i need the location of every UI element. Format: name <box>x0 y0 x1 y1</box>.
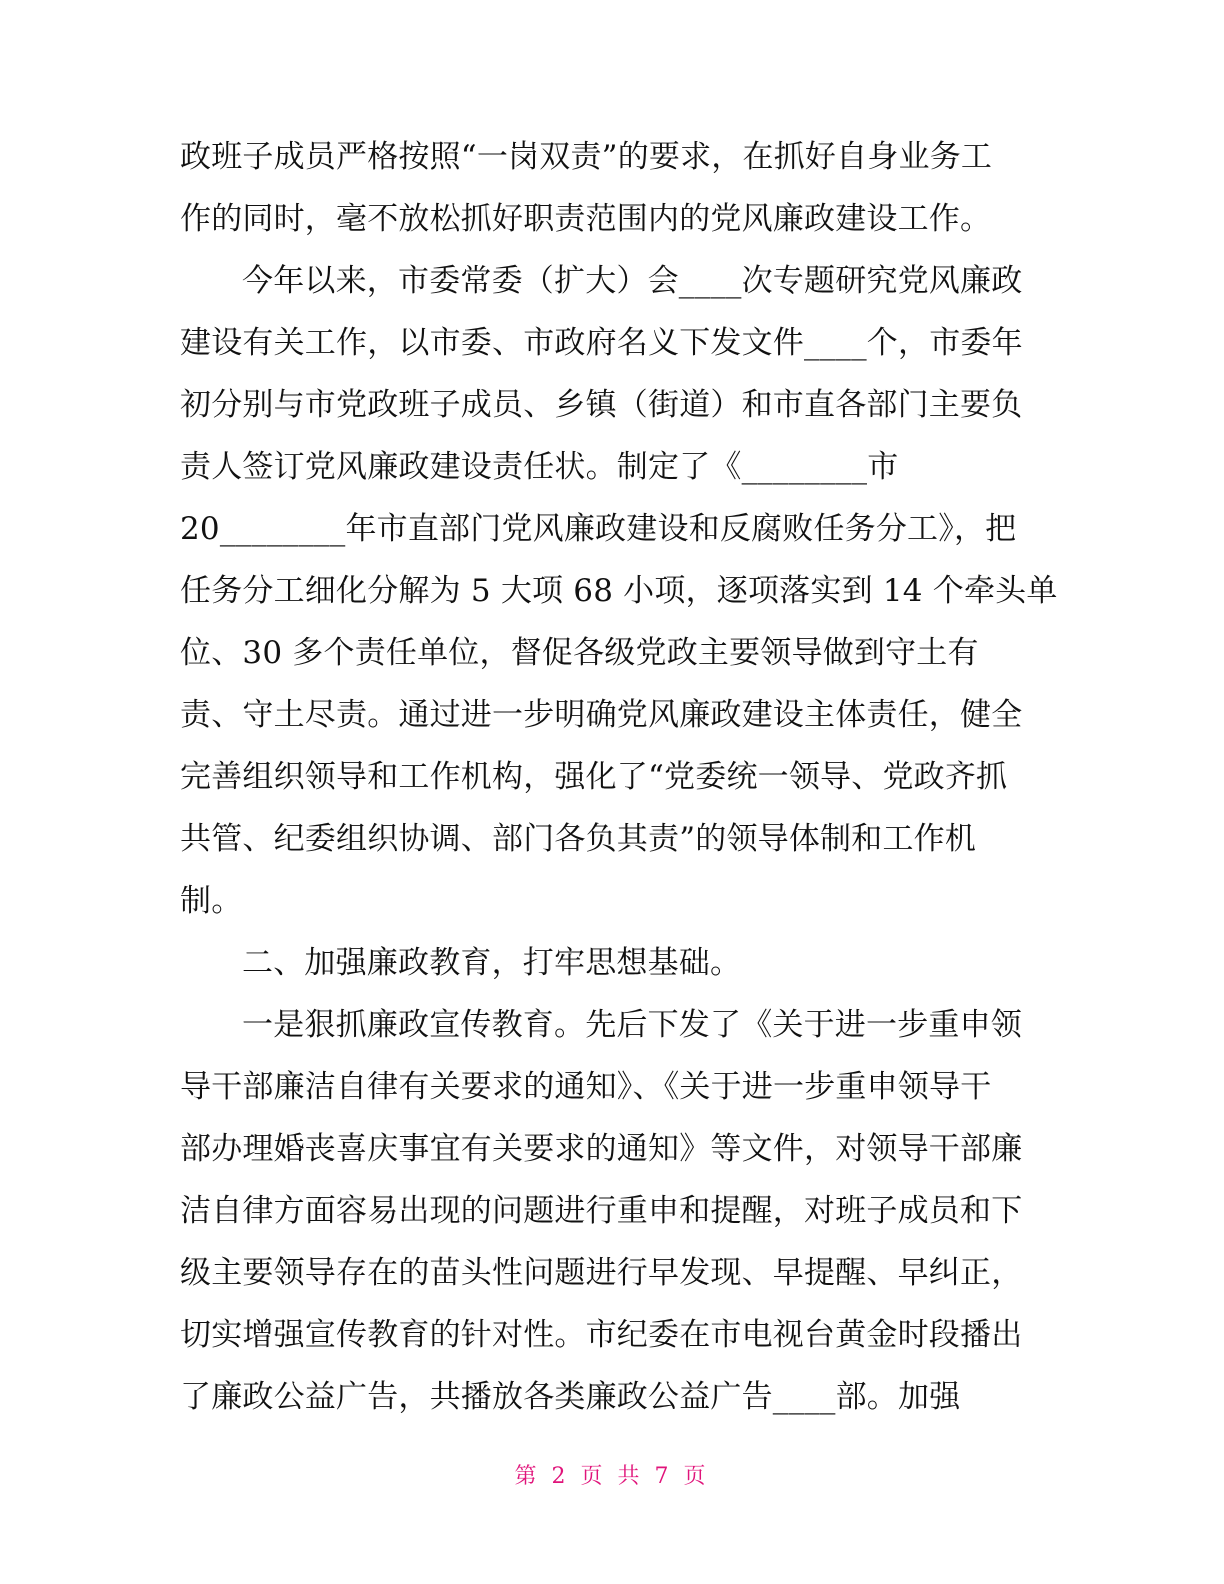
text-line: 责人签订党风廉政建设责任状。制定了《________市 <box>180 449 899 485</box>
text-line: 作的同时，毫不放松抓好职责范围内的党风廉政建设工作。 <box>180 201 992 237</box>
text-line: 导干部廉洁自律有关要求的通知》、《关于进一步重申领导干 <box>180 1069 992 1105</box>
text-line: 切实增强宣传教育的针对性。市纪委在市电视台黄金时段播出 <box>180 1317 1023 1353</box>
text-line: 20________年市直部门党风廉政建设和反腐败任务分工》，把 <box>180 511 1017 547</box>
text-line: 政班子成员严格按照“一岗双责”的要求，在抓好自身业务工 <box>180 139 993 175</box>
document-body <box>180 126 1058 1428</box>
text-line: 了廉政公益广告，共播放各类廉政公益广告____部。加强 <box>180 1379 961 1415</box>
text-line: 洁自律方面容易出现的问题进行重申和提醒，对班子成员和下 <box>180 1193 1023 1229</box>
text-line: 建设有关工作，以市委、市政府名义下发文件____个，市委年 <box>180 325 1023 361</box>
paragraph-start-line: 一是狠抓廉政宣传教育。先后下发了《关于进一步重申领 <box>242 1007 1022 1043</box>
text-line: 位、30 多个责任单位，督促各级党政主要领导做到守土有 <box>180 635 979 671</box>
text-line: 任务分工细化分解为 5 大项 68 小项，逐项落实到 14 个牵头单 <box>180 573 1058 609</box>
text-line: 责、守土尽责。通过进一步明确党风廉政建设主体责任，健全 <box>180 697 1023 733</box>
text-line: 完善组织领导和工作机构，强化了“党委统一领导、党政齐抓 <box>180 759 1008 795</box>
text-line: 初分别与市党政班子成员、乡镇（街道）和市直各部门主要负 <box>180 387 1023 423</box>
text-line: 级主要领导存在的苗头性问题进行早发现、早提醒、早纠正， <box>180 1255 1023 1291</box>
section-heading: 二、加强廉政教育，打牢思想基础。 <box>242 945 742 981</box>
text-line: 制。 <box>180 883 243 919</box>
paragraph-start-line: 今年以来，市委常委（扩大）会____次专题研究党风廉政 <box>242 263 1023 299</box>
text-line: 共管、纪委组织协调、部门各负其责”的领导体制和工作机 <box>180 821 977 857</box>
text-line: 部办理婚丧喜庆事宜有关要求的通知》等文件，对领导干部廉 <box>180 1131 1023 1167</box>
page-number-footer: 第 2 页 共 7 页 <box>514 1464 710 1489</box>
